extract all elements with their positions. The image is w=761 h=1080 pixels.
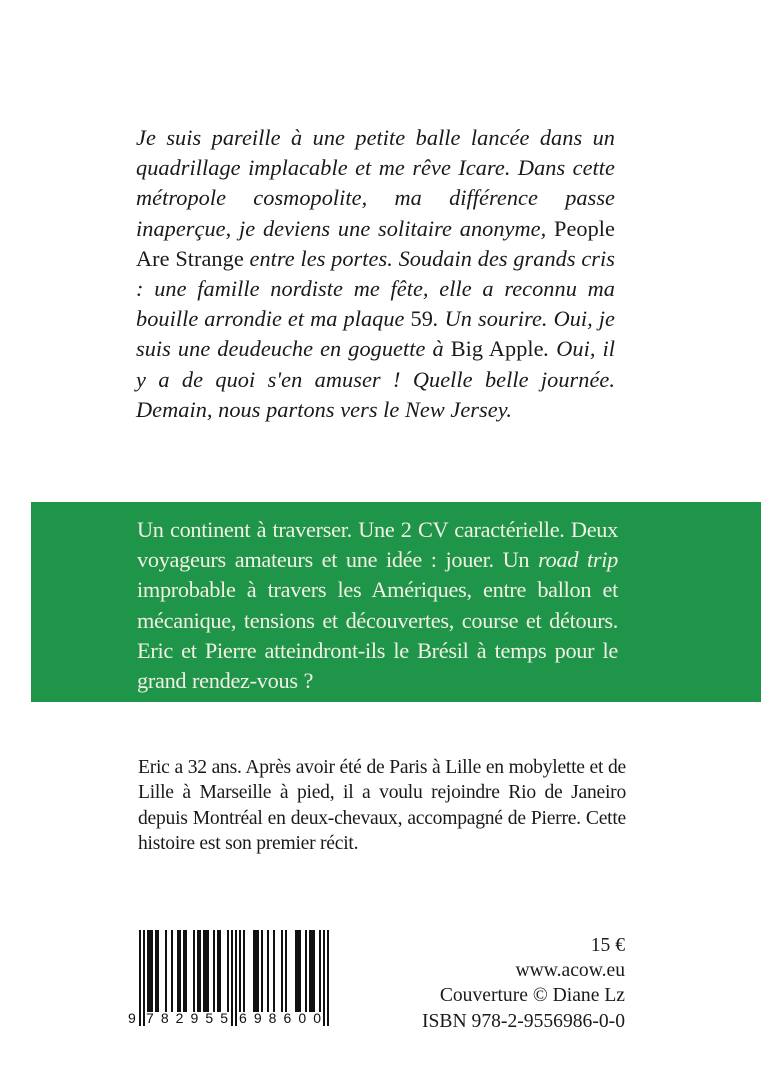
barcode-bar — [171, 930, 173, 1012]
barcode-bar — [311, 930, 313, 1012]
barcode-bar — [179, 930, 181, 1012]
author-bio: Eric a 32 ans. Après avoir été de Paris à Lille en mobylette et de Lille à Marseille à pied, il a voulu rejoindre Rio de Janeiro depuis Montréal en deux-chevaux, accompagné de Pierre. Cette histoire est son premier récit. — [138, 757, 626, 855]
barcode-bar — [147, 930, 149, 1012]
excerpt-part-city-name: Big Apple — [450, 336, 544, 362]
barcode-bar — [183, 930, 185, 1012]
barcode-bar — [227, 930, 229, 1012]
barcode-bar — [319, 930, 321, 1012]
excerpt-part-song-title: People Are Strange — [136, 215, 615, 271]
barcode-bar — [243, 930, 245, 1012]
barcode-bar — [281, 930, 283, 1012]
excerpt-part: Je suis pareille à une petite balle lancée dans un quadrillage implacable et me rêve Icare. Dans cette métropole cosmopolite, ma différence passe inaperçue, je deviens une solitaire anonyme, — [136, 125, 615, 241]
excerpt-part: entre les portes. Soudain des grands cris : une famille nordiste me fête, elle a reconnu ma bouille arrondie et ma plaque — [136, 245, 615, 332]
barcode-guard-bar — [143, 930, 145, 1026]
excerpt-paragraph — [136, 123, 615, 425]
barcode-bar — [285, 930, 287, 1012]
barcode-bar — [155, 930, 157, 1012]
barcode-bar — [305, 930, 307, 1012]
barcode-guard-bar — [327, 930, 329, 1026]
barcode-bar — [213, 930, 215, 1012]
barcode-guard-bar — [323, 930, 325, 1026]
barcode-bar — [255, 930, 257, 1012]
barcode-bar — [309, 930, 311, 1012]
barcode-bar — [151, 930, 153, 1012]
barcode-bar — [297, 930, 299, 1012]
barcode-bar — [185, 930, 187, 1012]
barcode-bar — [217, 930, 219, 1012]
excerpt-part-plate-number: 59 — [410, 306, 433, 332]
website-link[interactable]: www.acow.eu — [515, 960, 625, 982]
barcode-bar — [207, 930, 209, 1012]
barcode-bar — [253, 930, 255, 1012]
blurb-part: improbable à travers les Amériques, entre ballon et mécanique, tensions et découvertes, course et détours. Eric et Pierre atteindront-ils le Brésil à temps pour le grand rendez-vous ? — [137, 577, 618, 694]
barcode-right-digits: 698600 — [239, 1010, 321, 1026]
barcode-bar — [197, 930, 199, 1012]
excerpt-part: . Oui, il y a de quoi s'en amuser ! Quelle belle journée. Demain, nous partons vers le New Jersey. — [136, 336, 615, 422]
barcode-bar — [205, 930, 207, 1012]
blurb-part-road-trip: road trip — [538, 547, 618, 573]
barcode-bar — [199, 930, 201, 1012]
barcode-left-digits: 782955 — [146, 1010, 228, 1026]
barcode-bar — [313, 930, 315, 1012]
barcode-bar — [193, 930, 195, 1012]
blurb-part: Un continent à traverser. Une 2 CV caractérielle. Deux voyageurs amateurs et une idée : jouer. Un — [137, 517, 618, 573]
barcode-bar — [295, 930, 297, 1012]
barcode-bar — [157, 930, 159, 1012]
barcode-bar — [261, 930, 263, 1012]
barcode-guard-bar — [235, 930, 237, 1026]
barcode-bar — [177, 930, 179, 1012]
barcode-bar — [165, 930, 167, 1012]
barcode-bar — [267, 930, 269, 1012]
barcode-bar — [239, 930, 241, 1012]
isbn-barcode — [124, 928, 334, 1030]
barcode-bar — [299, 930, 301, 1012]
barcode-lead-digit: 9 — [128, 1010, 136, 1026]
blurb-paragraph — [137, 515, 618, 696]
isbn-number: ISBN 978-2-9556986-0-0 — [422, 1010, 625, 1032]
barcode-bar — [257, 930, 259, 1012]
price: 15 € — [590, 935, 625, 956]
barcode-guard-bar — [231, 930, 233, 1026]
barcode-bar — [273, 930, 275, 1012]
barcode-bar — [149, 930, 151, 1012]
cover-credit: Couverture © Diane Lz — [439, 985, 625, 1007]
excerpt-part: . Un sourire. Oui, je suis une deudeuche en goguette à — [136, 306, 615, 362]
barcode-bar — [203, 930, 205, 1012]
publication-info — [365, 933, 625, 1034]
barcode-bar — [219, 930, 221, 1012]
barcode-guard-bar — [139, 930, 141, 1026]
